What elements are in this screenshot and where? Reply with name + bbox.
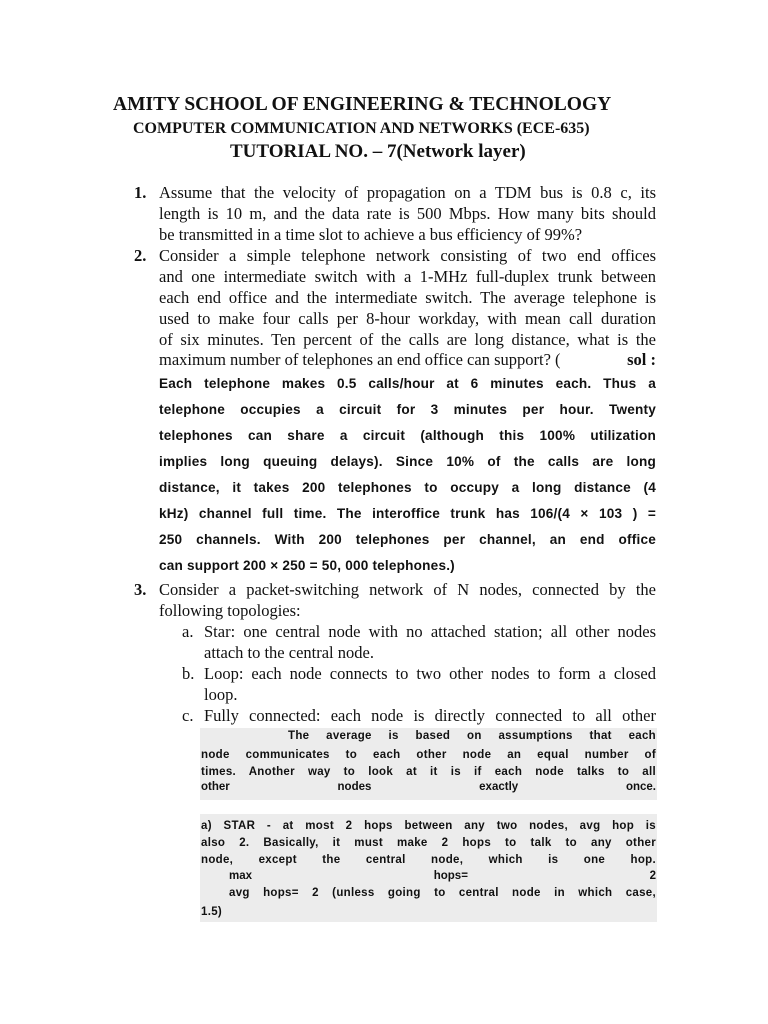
- max-hops-line: [229, 870, 656, 882]
- question-2-line: of six minutes. Ten percent of the calls are long distance, what is the: [159, 330, 656, 349]
- avg-hops-line: avg hops= 2 (unless going to central node in which case,: [229, 887, 656, 899]
- solution-line: telephones can share a circuit (although this 100% utilization: [159, 428, 656, 443]
- question-2-line: and one intermediate switch with a 1-MHz full-duplex trunk between: [159, 267, 656, 286]
- star-answer-line: also 2. Basically, it must make 2 hops to talk to any other: [201, 837, 656, 849]
- option-b-line: Loop: each node connects to two other nodes to form a closed: [204, 664, 656, 683]
- max-hops-value: 2: [649, 870, 656, 882]
- solution-line: distance, it takes 200 telephones to occupy a long distance (4: [159, 480, 656, 495]
- question-2-line: each end office and the intermediate switch. The average telephone is: [159, 288, 656, 307]
- solution-line: Each telephone makes 0.5 calls/hour at 6 minutes each. Thus a: [159, 376, 656, 391]
- avg-hops-line: 1.5): [201, 906, 223, 918]
- option-c-letter: c.: [182, 706, 194, 725]
- star-answer-line: a) STAR - at most 2 hops between any two nodes, avg hop is: [201, 820, 656, 832]
- solution-line: implies long queuing delays). Since 10% of the calls are long: [159, 454, 656, 469]
- max-hops-word: hops=: [433, 870, 468, 882]
- answer-line: [201, 781, 656, 793]
- answer-word: once.: [625, 781, 656, 793]
- tutorial-title: TUTORIAL NO. – 7(Network layer): [230, 141, 526, 162]
- question-1-line: Assume that the velocity of propagation on a TDM bus is 0.8 c, its: [159, 183, 656, 202]
- solution-label: sol :: [627, 350, 656, 369]
- question-2-number: 2.: [134, 246, 147, 265]
- answer-line: node communicates to each other node an equal number of: [201, 749, 656, 761]
- answer-word: exactly: [479, 781, 519, 793]
- option-a-line: Star: one central node with no attached station; all other nodes: [204, 622, 656, 641]
- answer-line: The average is based on assumptions that each: [288, 730, 656, 742]
- option-c-line: Fully connected: each node is directly connected to all other: [204, 706, 656, 725]
- answer-word: nodes: [337, 781, 372, 793]
- question-2-prompt: maximum number of telephones an end office can support? (: [159, 350, 561, 369]
- answer-line: times. Another way to look at it is if each node talks to all: [201, 766, 656, 778]
- question-1-number: 1.: [134, 183, 147, 202]
- course-title: COMPUTER COMMUNICATION AND NETWORKS (ECE-635): [133, 120, 590, 137]
- question-3-number: 3.: [134, 580, 147, 599]
- option-b-letter: b.: [182, 664, 195, 683]
- solution-line: can support 200 × 250 = 50, 000 telephones.): [159, 558, 455, 573]
- solution-line: kHz) channel full time. The interoffice trunk has 106/(4 × 103 ) =: [159, 506, 656, 521]
- question-3-line: Consider a packet-switching network of N nodes, connected by the: [159, 580, 656, 599]
- solution-line: 250 channels. With 200 telephones per channel, an end office: [159, 532, 656, 547]
- option-a-letter: a.: [182, 622, 194, 641]
- max-hops-word: max: [229, 870, 253, 882]
- answer-word: other: [201, 781, 230, 793]
- question-2-line: Consider a simple telephone network consisting of two end offices: [159, 246, 656, 265]
- option-b-line: loop.: [204, 685, 238, 704]
- question-1-line: be transmitted in a time slot to achieve a bus efficiency of 99%?: [159, 225, 583, 244]
- question-3-line: following topologies:: [159, 601, 301, 620]
- option-a-line: attach to the central node.: [204, 643, 374, 662]
- question-2-line: used to make four calls per 8-hour workday, with mean call duration: [159, 309, 656, 328]
- question-2-last-line: [159, 350, 656, 370]
- school-title: AMITY SCHOOL OF ENGINEERING & TECHNOLOGY: [113, 94, 612, 115]
- solution-line: telephone occupies a circuit for 3 minutes per hour. Twenty: [159, 402, 656, 417]
- star-answer-line: node, except the central node, which is one hop.: [201, 854, 656, 866]
- question-1-line: length is 10 m, and the data rate is 500 Mbps. How many bits should: [159, 204, 656, 223]
